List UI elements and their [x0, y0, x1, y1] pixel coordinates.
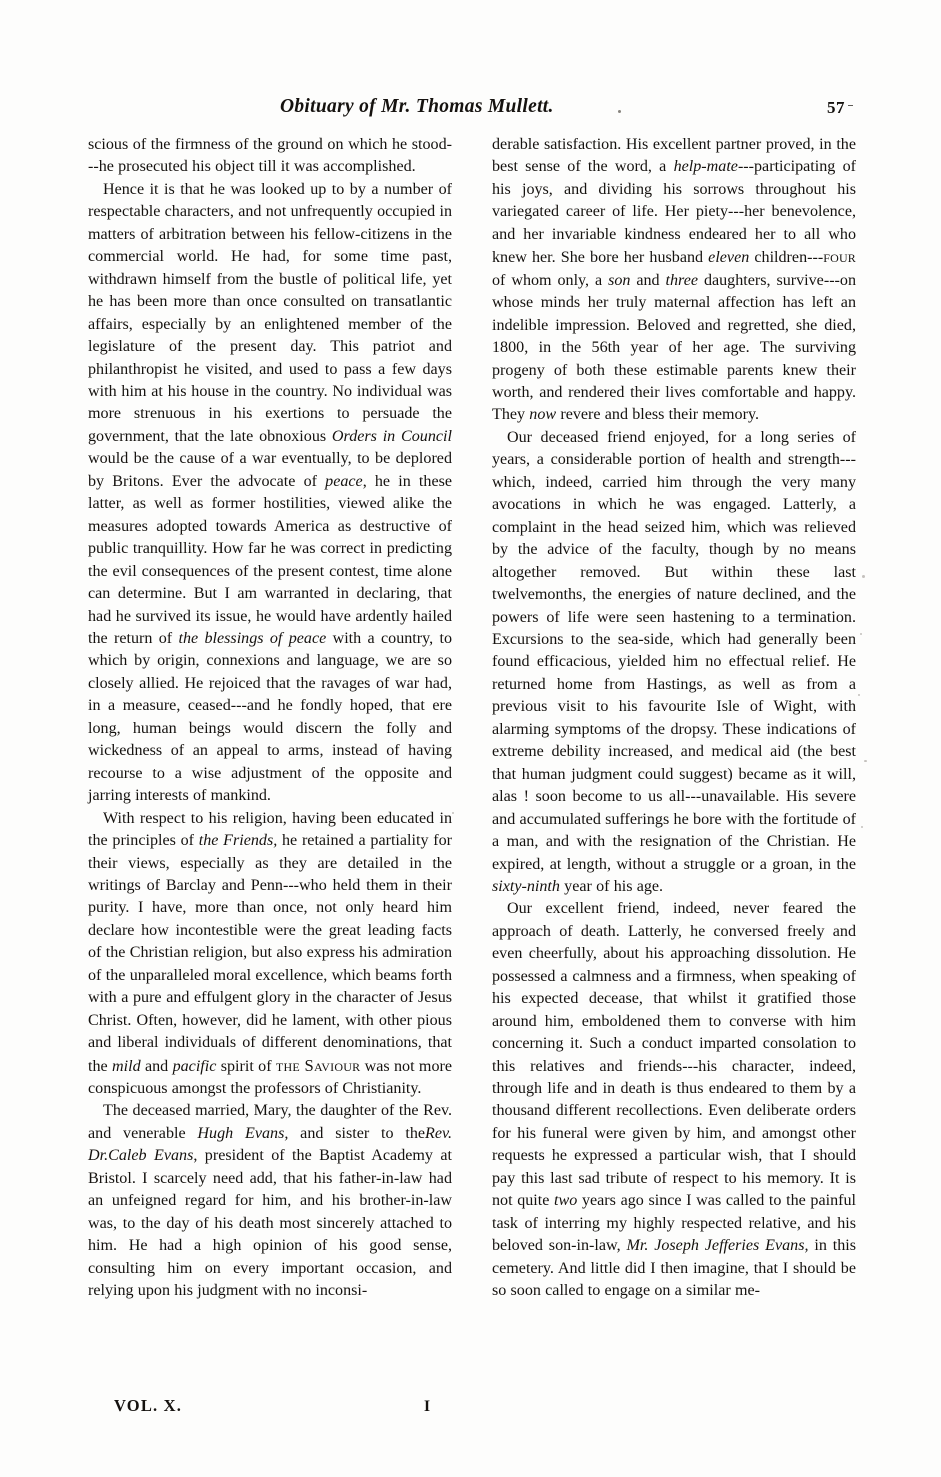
scan-speck	[864, 760, 867, 762]
scan-speck	[447, 704, 449, 706]
paragraph: The deceased married, Mary, the daughter of the Rev. and venerable Hugh Evans, and sister to theRev. Dr.Caleb Evans, president of the Baptist Academy at Bristol. I scarcely need add, that his father-in-law had an unfeigned regard for him, and his brother-in-law was, to the day of his death most sincerely attached to him. He had a high opinion of his good sense, consulting him on every important occasion, and relying upon his judgment with no inconsi-	[88, 1102, 453, 1300]
running-head	[88, 96, 853, 126]
page-number: 57	[827, 98, 845, 117]
paragraph: Our deceased friend enjoyed, for a long series of years, a considerable portion of health and strength---which, indeed, carried him through the very many avocations in which he was engaged. Latterly, a complaint in the head seized him, which was relieved by the advice of the faculty, though by no means altogether removed. But within these last twelvemonths, the energies of nature declined, and the powers of life were seen hastening to a termination. Excursions to the sea-side, which had generally been found efficacious, yielded him no effectual relief. He returned home from Hastings, as well as from a previous visit to his favourite Isle of Wight, with alarming symptoms of the dropsy. These indications of extreme debility increased, and medical aid (the best that human judgment could suggest) became as it will, alas ! soon become to us all---unavailable. His severe and accumulated sufferings he bore with the fortitude of a man, and with the resignation of the Christian. He expired, at length, without a struggle or a groan, in the sixty-ninth year of his age.	[492, 428, 856, 895]
paragraph: Our excellent friend, indeed, never feared the approach of death. Latterly, he conversed freely and even cheerfully, about his approaching dissolution. He possessed a calmness and a firmness, when speaking of his expected decease, that whilst it gratified those around him, emboldened them to converse with him concerning it. Such a conduct imparted consolation to this relatives and friends---his character, indeed, through life and in death is thus endeared to them by a thousand different recollections. Even deliberate orders for his funeral were given by him, and amongst other requests he expressed a particular wish, that I should pay this last sad tribute of respect to his memory. It is not quite two years ago since I was called to the painful task of interring my highly respected relative, and his beloved son-in-law, Mr. Joseph Jefferies Evans, in this cemetery. And little did I then imagine, that I should be so soon called to engage on a similar me-	[492, 900, 857, 1300]
scan-speck	[449, 757, 451, 759]
scan-speck	[858, 694, 860, 696]
scan-speck	[452, 812, 454, 814]
page-footer	[88, 1396, 453, 1420]
two-column-body	[88, 134, 856, 1303]
paragraph: derable satisfaction. His excellent partner proved, in the best sense of the word, a help-mate---participating of his joys, and dividing his sorrows throughout his variegated career of life. Her piety---her benevolence, and her invariable kindness endeared her to all who knew her. She bore her husband eleven children---four of whom only, a son and three daughters, survive---on whose minds her truly maternal affection has left an indelible impression. Beloved and regretted, she died, 1800, in the 56th year of her age. The surviving progeny of both these estimable parents knew their worth, and rendered their lives comfortable and happy. They now revere and bless their memory.	[492, 136, 857, 424]
paragraph: With respect to his religion, having been educated in the principles of the Friends, he retained a partiality for their views, especially as they are detailed in the writings of Barclay and Penn---who held them in their purity. I have, more than once, not only heard him declare how incontestible were the great leading facts of the Christian religion, but also express his admiration of the unparalleled moral excellence, which beams forth with a pure and effulgent glory in the character of Jesus Christ. Often, however, did he lament, with other pious and liberal individuals of different denominations, that the mild and pacific spirit of the Saviour was not more conspicuous amongst the professors of Christianity.	[88, 809, 452, 1098]
page-title: Obituary of Mr. Thomas Mullett.	[280, 96, 554, 117]
volume-label: VOL. X.	[114, 1396, 183, 1415]
paragraph: Hence it is that he was looked up to by a number of respectable characters, and not unfrequently occupied in matters of arbitration between his fellow-citizens in the commercial world. He had, for some time past, withdrawn himself from the bustle of political life, yet he has been more than once consulted on transatlantic affairs, especially by an enlightened member of the legislature of the present day. This patriot and philanthropist he visited, and used to pass a few days with him at his house in the country. No individual was more strenuous in his exertions to persuade the government, that the late obnoxious Orders in Council would be the cause of a war eventually, to be deplored by Britons. Ever the advocate of peace, he in these latter, as well as former hostilities, viewed alike the measures adopted towards America as destructive of public tranquillity. How far he was correct in predicting the evil consequences of the present contest, time alone can determine. But I am warranted in declaring, that had he survived its issue, he would have ardently hailed the return of the blessings of peace with a country, to which by origin, connexions and language, we are so closely allied. He rejoiced that the ravages of war had, in a measure, ceased---and he fondly hoped, that ere long, human beings would discern the folly and wickedness of an appeal to arms, instead of having recourse to a wise adjustment of the opposite and jarring interests of mankind.	[88, 180, 453, 805]
signature-mark: I	[424, 1398, 431, 1415]
scan-speck	[861, 826, 863, 828]
paragraph: scious of the firmness of the ground on which he stood---he prosecuted his object till it was accomplished.	[88, 136, 452, 176]
right-column	[492, 134, 856, 1303]
scan-speck	[862, 575, 865, 578]
scan-speck	[860, 633, 862, 635]
left-column	[88, 134, 452, 1303]
folio-rule	[848, 105, 853, 106]
scan-speck	[618, 110, 621, 113]
